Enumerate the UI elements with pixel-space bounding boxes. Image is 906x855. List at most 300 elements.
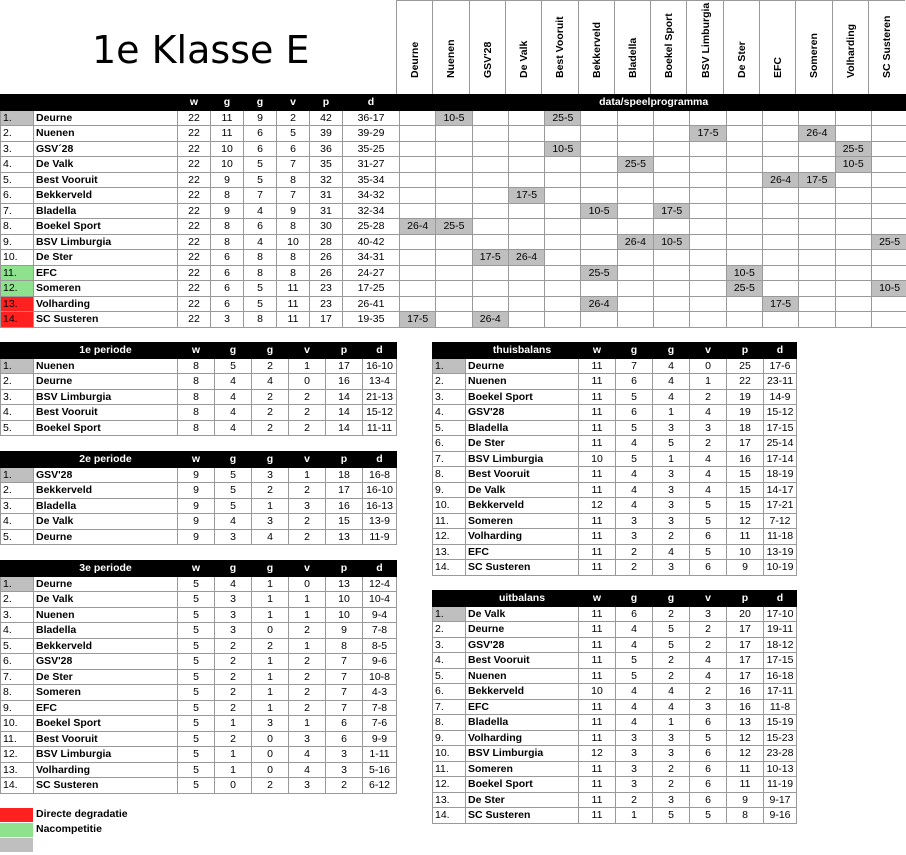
schedule-cell — [762, 110, 798, 126]
stat-cell: 11 — [579, 730, 616, 746]
schedule-cell — [472, 203, 508, 219]
stat-cell: 15-23 — [764, 730, 797, 746]
stat-cell: 16 — [727, 699, 764, 715]
rank-cell: 2. — [1, 126, 34, 142]
stat-cell: 2 — [252, 638, 289, 654]
schedule-cell — [799, 296, 835, 312]
table-row — [1, 358, 397, 374]
stat-cell: 6 — [211, 265, 244, 281]
schedule-cell: 26-4 — [617, 234, 653, 250]
schedule-cell — [472, 188, 508, 204]
team-name: Someren — [466, 513, 579, 529]
rank-cell: 12. — [1, 747, 34, 763]
team-name: Deurne — [34, 110, 178, 126]
stat-cell: 2 — [653, 777, 690, 793]
team-name: Nuenen — [34, 358, 178, 374]
schedule-header-0 — [396, 0, 433, 94]
team-name: Deurne — [34, 529, 178, 545]
schedule-cell — [400, 188, 436, 204]
stat-cell: 2 — [252, 358, 289, 374]
stat-cell: 32-34 — [343, 203, 400, 219]
stat-cell: 1 — [252, 669, 289, 685]
schedule-cell — [799, 281, 835, 297]
rank-cell: 5. — [1, 172, 34, 188]
schedule-cell — [400, 250, 436, 266]
stat-cell: 17 — [727, 622, 764, 638]
stat-cell: 2 — [653, 668, 690, 684]
schedule-cell — [508, 141, 544, 157]
stat-cell: 5-16 — [363, 762, 397, 778]
schedule-cell — [799, 265, 835, 281]
stat-cell: 1 — [653, 405, 690, 421]
stat-cell: 3 — [616, 513, 653, 529]
stat-cell: 10 — [326, 592, 363, 608]
stat-cell: 4 — [616, 699, 653, 715]
team-name: De Valk — [466, 482, 579, 498]
stat-cell: 4 — [616, 637, 653, 653]
rank-cell: 10. — [433, 498, 466, 514]
stat-cell: 11 — [579, 668, 616, 684]
stat-cell: 10 — [579, 684, 616, 700]
schedule-cell — [871, 296, 906, 312]
stat-cell: 7-12 — [764, 513, 797, 529]
stat-cell: 9 — [178, 529, 215, 545]
team-name: Volharding — [466, 730, 579, 746]
schedule-cell — [545, 219, 581, 235]
stat-cell: 9 — [277, 203, 310, 219]
schedule-cell — [871, 172, 906, 188]
stat-cell: 4 — [244, 203, 277, 219]
header-stat: p — [326, 561, 363, 577]
stat-cell: 15-19 — [764, 715, 797, 731]
stat-cell: 11 — [211, 110, 244, 126]
schedule-cell — [762, 141, 798, 157]
stat-cell: 8 — [727, 808, 764, 824]
stat-cell: 4 — [215, 420, 252, 436]
rank-cell: 1. — [1, 467, 34, 483]
schedule-cell — [436, 172, 472, 188]
stat-cell: 6 — [616, 405, 653, 421]
stat-cell: 3 — [653, 513, 690, 529]
stat-cell: 4 — [653, 684, 690, 700]
stat-cell: 5 — [690, 730, 727, 746]
stat-cell: 1 — [616, 808, 653, 824]
team-name: Nuenen — [466, 668, 579, 684]
schedule-cell — [654, 250, 690, 266]
schedule-cell — [762, 157, 798, 173]
table-row — [1, 405, 397, 421]
schedule-cell — [654, 126, 690, 142]
schedule-cell — [690, 250, 726, 266]
schedule-cell: 10-5 — [654, 234, 690, 250]
team-name: Boekel Sport — [466, 777, 579, 793]
schedule-cell — [654, 110, 690, 126]
schedule-cell — [835, 172, 871, 188]
table-row — [433, 467, 797, 483]
stat-cell: 6 — [690, 792, 727, 808]
stat-cell: 11 — [579, 544, 616, 560]
team-name: De Valk — [34, 514, 178, 530]
schedule-cell: 25-5 — [545, 110, 581, 126]
schedule-cell — [871, 250, 906, 266]
stat-cell: 9-4 — [363, 607, 397, 623]
schedule-cell — [400, 157, 436, 173]
stat-cell: 5 — [178, 762, 215, 778]
team-name: GSV'28 — [466, 637, 579, 653]
table-row — [1, 623, 397, 639]
rank-cell: 4. — [1, 405, 34, 421]
stat-cell: 22 — [178, 234, 211, 250]
stat-cell: 5 — [244, 281, 277, 297]
stat-cell: 2 — [215, 638, 252, 654]
stat-cell: 0 — [252, 623, 289, 639]
schedule-cell — [799, 250, 835, 266]
stat-cell: 6 — [326, 731, 363, 747]
schedule-cell — [581, 157, 617, 173]
stat-cell: 5 — [178, 716, 215, 732]
schedule-cell: 26-4 — [400, 219, 436, 235]
team-name: EFC — [34, 700, 178, 716]
stat-cell: 1 — [289, 638, 326, 654]
schedule-cell — [762, 234, 798, 250]
stat-cell: 35 — [310, 157, 343, 173]
schedule-cell — [654, 312, 690, 328]
schedule-cell — [617, 141, 653, 157]
table-row — [433, 808, 797, 824]
team-name: Bladella — [34, 623, 178, 639]
stat-cell: 3 — [326, 762, 363, 778]
schedule-cell — [545, 188, 581, 204]
header-team — [34, 95, 178, 111]
table-row — [1, 203, 906, 219]
schedule-cell — [835, 126, 871, 142]
header-stat: p — [727, 343, 764, 359]
stat-cell: 4 — [616, 467, 653, 483]
stat-cell: 8 — [277, 172, 310, 188]
schedule-cell — [508, 281, 544, 297]
schedule-cell — [617, 250, 653, 266]
schedule-cell — [762, 250, 798, 266]
stat-cell: 12 — [727, 746, 764, 762]
legend-red-swatch — [0, 808, 33, 822]
stat-cell: 5 — [215, 498, 252, 514]
stat-cell: 6 — [690, 715, 727, 731]
schedule-cell — [835, 203, 871, 219]
stat-cell: 4 — [289, 762, 326, 778]
schedule-cell — [726, 250, 762, 266]
schedule-header-11 — [795, 0, 832, 94]
schedule-cell — [871, 126, 906, 142]
stat-cell: 6 — [690, 529, 727, 545]
rank-cell: 4. — [1, 623, 34, 639]
table-row — [433, 544, 797, 560]
schedule-cell — [472, 126, 508, 142]
schedule-cell: 17-5 — [799, 172, 835, 188]
rank-cell: 6. — [1, 188, 34, 204]
stat-cell: 2 — [289, 483, 326, 499]
stat-cell: 10 — [326, 607, 363, 623]
schedule-cell — [871, 157, 906, 173]
stat-cell: 9 — [211, 203, 244, 219]
stat-cell: 11 — [579, 699, 616, 715]
stat-cell: 11 — [579, 777, 616, 793]
stat-cell: 3 — [653, 482, 690, 498]
stat-cell: 8 — [211, 188, 244, 204]
stat-cell: 1 — [252, 685, 289, 701]
stat-cell: 11 — [579, 715, 616, 731]
stat-cell: 10-4 — [363, 592, 397, 608]
rank-cell: 5. — [1, 420, 34, 436]
stat-cell: 2 — [289, 700, 326, 716]
table-title: 3e periode — [34, 561, 178, 577]
schedule-cell — [617, 296, 653, 312]
stat-cell: 17-10 — [764, 606, 797, 622]
stat-cell: 4 — [690, 482, 727, 498]
stat-cell: 15-12 — [363, 405, 397, 421]
stat-cell: 1 — [252, 576, 289, 592]
stat-cell: 11 — [211, 126, 244, 142]
team-name: Someren — [466, 761, 579, 777]
rank-cell: 10. — [1, 716, 34, 732]
stat-cell: 4 — [215, 374, 252, 390]
rank-cell: 5. — [433, 420, 466, 436]
stat-cell: 22 — [178, 157, 211, 173]
stat-cell: 4 — [653, 374, 690, 390]
stat-cell: 4 — [616, 482, 653, 498]
schedule-cell: 25-5 — [835, 141, 871, 157]
header-stat: d — [764, 343, 797, 359]
schedule-cell: 26-4 — [508, 250, 544, 266]
stat-cell: 5 — [178, 654, 215, 670]
schedule-cell — [690, 234, 726, 250]
stat-cell: 6 — [277, 141, 310, 157]
stat-cell: 5 — [178, 747, 215, 763]
stat-cell: 18-19 — [764, 467, 797, 483]
stat-cell: 17-25 — [343, 281, 400, 297]
schedule-cell — [654, 281, 690, 297]
stat-cell: 6-12 — [363, 778, 397, 794]
stat-cell: 20 — [727, 606, 764, 622]
stat-cell: 11-9 — [363, 529, 397, 545]
stat-cell: 8-5 — [363, 638, 397, 654]
stat-cell: 11 — [579, 405, 616, 421]
stat-cell: 6 — [244, 219, 277, 235]
schedule-header-3 — [505, 0, 542, 94]
stat-cell: 17-15 — [764, 420, 797, 436]
table-row — [1, 529, 397, 545]
stat-cell: 35-34 — [343, 172, 400, 188]
rank-cell: 8. — [433, 467, 466, 483]
stat-cell: 17 — [727, 436, 764, 452]
table-row — [1, 126, 906, 142]
stat-cell: 1 — [215, 762, 252, 778]
header-stat: v — [289, 343, 326, 359]
stat-cell: 2 — [690, 637, 727, 653]
stat-cell: 13-9 — [363, 514, 397, 530]
stat-cell: 13 — [326, 529, 363, 545]
rank-cell: 9. — [1, 700, 34, 716]
stat-cell: 9-6 — [363, 654, 397, 670]
stat-cell: 1-11 — [363, 747, 397, 763]
header-stat: g — [616, 591, 653, 607]
stat-cell: 9 — [211, 172, 244, 188]
schedule-cell — [654, 296, 690, 312]
schedule-cell — [581, 250, 617, 266]
rank-cell: 3. — [1, 498, 34, 514]
schedule-cell: 17-5 — [762, 296, 798, 312]
stat-cell: 31 — [310, 203, 343, 219]
stat-cell: 22 — [178, 250, 211, 266]
stat-cell: 21-13 — [363, 389, 397, 405]
stat-cell: 25-28 — [343, 219, 400, 235]
schedule-cell: 25-5 — [436, 219, 472, 235]
schedule-cell — [400, 203, 436, 219]
stat-cell: 32 — [310, 172, 343, 188]
schedule-cell — [835, 281, 871, 297]
table-row — [1, 172, 906, 188]
stat-cell: 16 — [326, 374, 363, 390]
stat-cell: 4 — [215, 389, 252, 405]
schedule-cell — [581, 110, 617, 126]
header-stat: g — [616, 343, 653, 359]
stat-cell: 17 — [727, 653, 764, 669]
schedule-header-4 — [541, 0, 578, 94]
schedule-cell — [508, 172, 544, 188]
schedule-cell — [726, 312, 762, 328]
rank-cell: 4. — [433, 653, 466, 669]
rank-cell: 13. — [1, 296, 34, 312]
team-name: Bekkerveld — [34, 188, 178, 204]
team-name: Volharding — [34, 296, 178, 312]
stat-cell: 5 — [215, 483, 252, 499]
stat-cell: 31 — [310, 188, 343, 204]
schedule-cell — [436, 157, 472, 173]
schedule-header-5 — [578, 0, 615, 94]
schedule-cell — [654, 172, 690, 188]
stat-cell: 0 — [252, 762, 289, 778]
table-row — [433, 560, 797, 576]
schedule-team-label: GSV'28 — [481, 41, 494, 78]
schedule-cell — [545, 312, 581, 328]
schedule-cell — [835, 296, 871, 312]
stat-cell: 10-19 — [764, 560, 797, 576]
stat-cell: 9 — [727, 792, 764, 808]
stat-cell: 3 — [326, 747, 363, 763]
team-name: Boekel Sport — [466, 389, 579, 405]
stat-cell: 10 — [277, 234, 310, 250]
stat-cell: 3 — [653, 746, 690, 762]
stat-cell: 10-8 — [363, 669, 397, 685]
stat-cell: 19 — [727, 389, 764, 405]
stat-cell: 22 — [178, 265, 211, 281]
rank-cell: 3. — [1, 607, 34, 623]
stat-cell: 7-8 — [363, 700, 397, 716]
table-row — [433, 622, 797, 638]
stat-cell: 2 — [289, 685, 326, 701]
schedule-team-label: Someren — [808, 33, 821, 78]
stat-cell: 22 — [178, 126, 211, 142]
stat-cell: 3 — [616, 761, 653, 777]
stat-cell: 2 — [289, 669, 326, 685]
stat-cell: 4 — [252, 374, 289, 390]
team-name: Boekel Sport — [34, 219, 178, 235]
stat-cell: 16 — [326, 498, 363, 514]
stat-cell: 3 — [653, 420, 690, 436]
stat-cell: 16-13 — [363, 498, 397, 514]
stat-cell: 19-11 — [764, 622, 797, 638]
header-stat: d — [764, 591, 797, 607]
table-row — [1, 747, 397, 763]
schedule-cell — [762, 265, 798, 281]
stat-cell: 23-11 — [764, 374, 797, 390]
schedule-header-1 — [432, 0, 469, 94]
schedule-cell — [726, 172, 762, 188]
stat-cell: 11 — [579, 606, 616, 622]
stat-cell: 9 — [178, 467, 215, 483]
schedule-cell — [690, 296, 726, 312]
table-row — [1, 607, 397, 623]
schedule-cell — [581, 141, 617, 157]
stat-cell: 1 — [215, 747, 252, 763]
table-row — [1, 700, 397, 716]
table-row — [433, 653, 797, 669]
legend-grey-swatch — [0, 838, 33, 852]
stat-cell: 1 — [690, 374, 727, 390]
stat-cell: 3 — [653, 792, 690, 808]
stat-cell: 13-19 — [764, 544, 797, 560]
stat-cell: 2 — [277, 110, 310, 126]
team-name: De Valk — [466, 606, 579, 622]
stat-cell: 11-8 — [764, 699, 797, 715]
stat-cell: 5 — [244, 157, 277, 173]
stat-cell: 1 — [252, 654, 289, 670]
schedule-team-label: De Valk — [518, 40, 531, 78]
stat-cell: 3 — [215, 607, 252, 623]
rank-cell: 2. — [1, 374, 34, 390]
stat-cell: 22 — [178, 203, 211, 219]
team-name: Bladella — [466, 715, 579, 731]
stat-cell: 3 — [289, 778, 326, 794]
stat-cell: 7 — [326, 669, 363, 685]
stat-cell: 8 — [211, 219, 244, 235]
table-row — [433, 498, 797, 514]
stat-cell: 5 — [616, 653, 653, 669]
schedule-cell — [835, 188, 871, 204]
schedule-cell — [436, 203, 472, 219]
stat-cell: 2 — [326, 778, 363, 794]
stat-cell: 4 — [690, 653, 727, 669]
schedule-cell: 17-5 — [690, 126, 726, 142]
stat-cell: 8 — [178, 358, 215, 374]
schedule-cell — [472, 281, 508, 297]
schedule-cell — [581, 234, 617, 250]
header-rank — [1, 343, 34, 359]
schedule-cell — [581, 172, 617, 188]
rank-cell: 11. — [1, 731, 34, 747]
team-name: Bekkerveld — [34, 638, 178, 654]
table-row — [1, 110, 906, 126]
schedule-cell — [690, 312, 726, 328]
table-row — [433, 668, 797, 684]
stat-cell: 2 — [616, 560, 653, 576]
schedule-cell — [508, 219, 544, 235]
stat-cell: 35-25 — [343, 141, 400, 157]
stat-cell: 2 — [690, 436, 727, 452]
stat-cell: 5 — [244, 172, 277, 188]
stat-cell: 2 — [215, 685, 252, 701]
stat-cell: 10 — [211, 157, 244, 173]
header-stat: d — [363, 561, 397, 577]
